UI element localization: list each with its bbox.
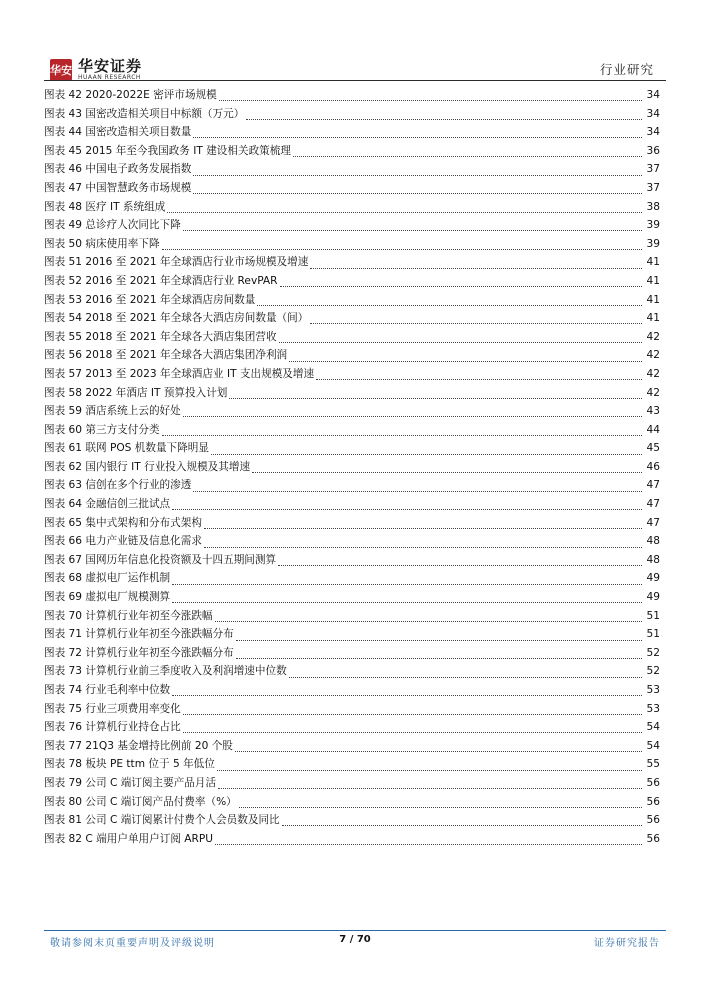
toc-entry-page: 48 [646,553,660,566]
toc-entry[interactable] [44,793,660,812]
toc-entry[interactable] [44,476,660,495]
toc-entry-page: 52 [646,665,660,678]
toc-entry[interactable] [44,105,660,124]
toc-entry[interactable] [44,402,660,421]
toc-entry[interactable] [44,365,660,384]
toc-leader-dots [289,350,642,362]
toc-leader-dots [193,480,642,492]
toc-entry-title: 图表 73 计算机行业前三季度收入及利润增速中位数 [44,665,287,678]
toc-entry[interactable] [44,700,660,719]
toc-entry-title: 图表 79 公司 C 端订阅主要产品月活 [44,776,217,789]
toc-leader-dots [183,405,642,417]
toc-entry-page: 54 [646,721,660,734]
toc-entry-title: 图表 70 计算机行业年初至今涨跌幅 [44,609,213,622]
toc-entry-title: 图表 62 国内银行 IT 行业投入规模及其增速 [44,460,251,473]
toc-leader-dots [204,517,642,529]
toc-entry-page: 49 [646,572,660,585]
toc-entry-title: 图表 59 酒店系统上云的好处 [44,405,181,418]
toc-entry[interactable] [44,421,660,440]
toc-leader-dots [293,145,642,157]
header-divider [44,80,666,81]
toc-entry-title: 图表 44 国密改造相关项目数量 [44,126,192,139]
toc-entry-title: 图表 82 C 端用户单用户订阅 ARPU [44,832,214,845]
toc-entry-title: 图表 61 联网 POS 机数量下降明显 [44,442,209,455]
toc-entry-page: 42 [646,330,660,343]
toc-leader-dots [236,629,642,641]
toc-entry[interactable] [44,607,660,626]
toc-entry[interactable] [44,588,660,607]
toc-entry-page: 37 [646,181,660,194]
toc-leader-dots [239,796,642,808]
toc-leader-dots [316,368,642,380]
toc-entry[interactable] [44,179,660,198]
toc-entry-title: 图表 77 21Q3 基金增持比例前 20 个股 [44,739,233,752]
toc-leader-dots [310,257,642,269]
toc-entry-page: 42 [646,367,660,380]
toc-leader-dots [193,164,642,176]
toc-leader-dots [229,387,642,399]
toc-entry-title: 图表 69 虚拟电厂规模测算 [44,591,171,604]
toc-leader-dots [278,554,642,566]
footer-divider [44,930,666,931]
toc-entry-title: 图表 66 电力产业链及信息化需求 [44,535,202,548]
page-number: 7 / 70 [339,934,371,945]
toc-leader-dots [279,331,642,343]
toc-entry[interactable] [44,272,660,291]
toc-entry[interactable] [44,774,660,793]
disclaimer-note: 敬请参阅末页重要声明及评级说明 [50,938,215,949]
toc-entry-page: 56 [646,832,660,845]
toc-leader-dots [282,814,642,826]
toc-leader-dots [193,126,642,138]
toc-entry-title: 图表 47 中国智慧政务市场规模 [44,181,192,194]
section-label: 行业研究 [599,62,654,77]
toc-entry-title: 图表 53 2016 至 2021 年全球酒店房间数量 [44,293,256,306]
toc-entry[interactable] [44,532,660,551]
toc-entry-page: 38 [646,200,660,213]
toc-entry-title: 图表 71 计算机行业年初至今涨跌幅分布 [44,628,234,641]
toc-entry-page: 41 [646,274,660,287]
toc-entry-page: 39 [646,219,660,232]
toc-leader-dots [172,684,642,696]
company-logo [50,58,142,82]
toc-entry[interactable] [44,681,660,700]
toc-entry-title: 图表 81 公司 C 端订阅累计付费个人会员数及同比 [44,814,280,827]
toc-entry-title: 图表 45 2015 年至今我国政务 IT 建设相关政策梳理 [44,144,291,157]
toc-entry[interactable] [44,346,660,365]
toc-entry-page: 39 [646,237,660,250]
toc-leader-dots [289,666,642,678]
toc-entry-title: 图表 64 金融信创三批试点 [44,498,171,511]
toc-leader-dots [211,443,642,455]
toc-leader-dots [219,89,642,101]
toc-entry-title: 图表 67 国网历年信息化投资额及十四五期间测算 [44,553,277,566]
toc-entry[interactable] [44,198,660,217]
toc-entry-title: 图表 51 2016 至 2021 年全球酒店行业市场规模及增速 [44,256,309,269]
toc-leader-dots [246,108,642,120]
toc-entry-title: 图表 55 2018 至 2021 年全球各大酒店集团营收 [44,330,277,343]
toc-entry-title: 图表 57 2013 至 2023 年全球酒店业 IT 支出规模及增速 [44,367,315,380]
toc-entry-title: 图表 65 集中式架构和分布式架构 [44,516,202,529]
toc-entry-page: 34 [646,107,660,120]
toc-entry-page: 43 [646,405,660,418]
toc-entry-page: 55 [646,758,660,771]
toc-entry[interactable] [44,625,660,644]
toc-leader-dots [162,238,642,250]
toc-entry-page: 41 [646,312,660,325]
toc-entry[interactable] [44,755,660,774]
toc-entry-page: 45 [646,442,660,455]
toc-leader-dots [215,833,642,845]
page-footer [44,934,666,950]
toc-entry-title: 图表 46 中国电子政务发展指数 [44,163,192,176]
toc-entry-title: 图表 56 2018 至 2021 年全球各大酒店集团净利润 [44,349,288,362]
toc-entry-title: 图表 75 行业三项费用率变化 [44,702,181,715]
toc-entry[interactable] [44,644,660,663]
toc-entry[interactable] [44,830,660,849]
toc-leader-dots [215,610,642,622]
toc-entry-page: 51 [646,609,660,622]
toc-entry-title: 图表 58 2022 年酒店 IT 预算投入计划 [44,386,228,399]
toc-entry[interactable] [44,142,660,161]
toc-entry-page: 56 [646,814,660,827]
toc-entry-title: 图表 63 信创在多个行业的渗透 [44,479,192,492]
toc-entry-title: 图表 78 板块 PE ttm 位于 5 年低位 [44,758,215,771]
toc-entry-page: 37 [646,163,660,176]
toc-entry-page: 42 [646,349,660,362]
toc-entry[interactable] [44,718,660,737]
toc-entry[interactable] [44,216,660,235]
toc-entry[interactable] [44,458,660,477]
toc-leader-dots [252,461,642,473]
toc-entry-title: 图表 72 计算机行业年初至今涨跌幅分布 [44,646,234,659]
report-type: 证券研究报告 [594,938,660,949]
toc-entry-page: 48 [646,535,660,548]
toc-entry[interactable] [44,160,660,179]
toc-leader-dots [167,201,642,213]
toc-entry[interactable] [44,495,660,514]
toc-entry[interactable] [44,439,660,458]
toc-entry[interactable] [44,811,660,830]
toc-entry[interactable] [44,123,660,142]
toc-entry-title: 图表 74 行业毛利率中位数 [44,684,171,696]
logo-name: 华安证券 [78,57,143,75]
logo-seal-icon: 华安 [50,59,72,81]
toc-entry[interactable] [44,384,660,403]
toc-entry-page: 42 [646,386,660,399]
toc-entry-page: 44 [646,423,660,436]
toc-entry-title: 图表 42 2020-2022E 密评市场规模 [44,89,217,101]
toc-entry-title: 图表 49 总诊疗人次同比下降 [44,219,181,232]
toc-leader-dots [183,721,642,733]
toc-leader-dots [183,219,642,231]
toc-leader-dots [193,182,642,194]
table-of-figures [44,86,660,848]
toc-entry[interactable] [44,291,660,310]
toc-entry-title: 图表 76 计算机行业持仓占比 [44,721,181,734]
toc-entry[interactable] [44,235,660,254]
toc-entry[interactable] [44,569,660,588]
toc-entry-page: 49 [646,591,660,604]
toc-entry-title: 图表 48 医疗 IT 系统组成 [44,200,166,213]
toc-leader-dots [162,424,642,436]
toc-entry-title: 图表 43 国密改造相关项目中标额（万元） [44,107,245,120]
toc-entry-title: 图表 50 病床使用率下降 [44,237,160,250]
toc-entry-page: 47 [646,498,660,511]
toc-leader-dots [257,294,642,306]
toc-entry-title: 图表 54 2018 至 2021 年全球各大酒店房间数量（间） [44,312,309,325]
toc-entry-page: 51 [646,628,660,641]
toc-leader-dots [217,759,642,771]
toc-entry[interactable] [44,328,660,347]
toc-entry-page: 41 [646,293,660,306]
toc-entry-page: 54 [646,739,660,752]
toc-entry-page: 36 [646,144,660,157]
toc-entry[interactable] [44,309,660,328]
toc-entry-title: 图表 60 第三方支付分类 [44,423,160,436]
toc-entry[interactable] [44,551,660,570]
toc-leader-dots [218,777,642,789]
toc-entry-page: 52 [646,646,660,659]
toc-entry[interactable] [44,86,660,105]
logo-subtitle: HUAAN RESEARCH [78,74,141,81]
toc-entry-page: 53 [646,702,660,715]
toc-leader-dots [310,312,642,324]
toc-entry-page: 56 [646,776,660,789]
toc-leader-dots [204,536,642,548]
toc-leader-dots [236,647,642,659]
toc-entry-page: 41 [646,256,660,269]
toc-leader-dots [172,591,642,603]
toc-entry-page: 47 [646,516,660,529]
toc-entry-page: 53 [646,684,660,696]
toc-entry[interactable] [44,662,660,681]
toc-leader-dots [280,275,642,287]
toc-leader-dots [235,740,642,752]
toc-entry-page: 46 [646,460,660,473]
toc-entry-page: 56 [646,795,660,808]
toc-leader-dots [172,573,642,585]
toc-leader-dots [183,703,642,715]
toc-entry-title: 图表 68 虚拟电厂运作机制 [44,572,171,585]
toc-entry-title: 图表 80 公司 C 端订阅产品付费率（%） [44,795,237,808]
toc-entry[interactable] [44,253,660,272]
toc-leader-dots [172,498,642,510]
toc-entry-page: 34 [646,89,660,101]
toc-entry-page: 34 [646,126,660,139]
toc-entry-page: 47 [646,479,660,492]
toc-entry[interactable] [44,514,660,533]
toc-entry-title: 图表 52 2016 至 2021 年全球酒店行业 RevPAR [44,274,278,287]
toc-entry[interactable] [44,737,660,756]
